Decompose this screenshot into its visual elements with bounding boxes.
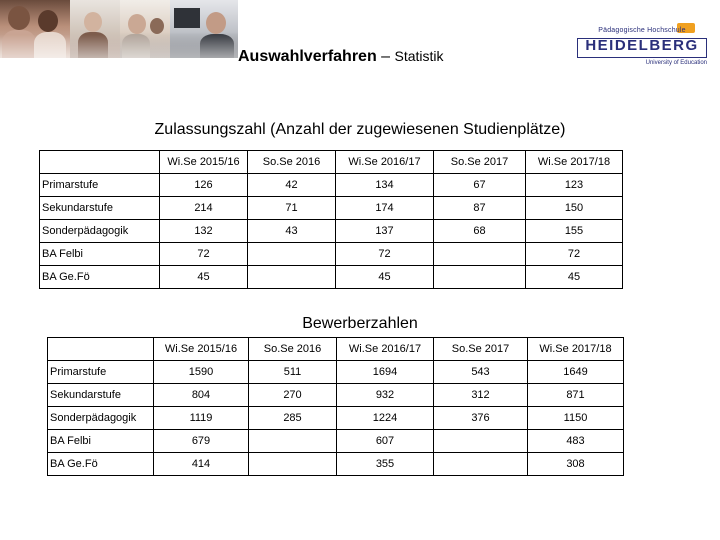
section-title-applicants: Bewerberzahlen bbox=[302, 315, 418, 332]
table-cell: 312 bbox=[434, 384, 528, 407]
page-title bbox=[238, 48, 444, 66]
column-header: Wi.Se 2016/17 bbox=[336, 151, 434, 174]
table-cell bbox=[249, 430, 337, 453]
table-cell: 72 bbox=[160, 243, 248, 266]
column-header: So.Se 2017 bbox=[434, 151, 526, 174]
table-row bbox=[40, 174, 623, 197]
table-row bbox=[48, 384, 624, 407]
column-header: So.Se 2016 bbox=[248, 151, 336, 174]
table-row bbox=[48, 430, 624, 453]
row-label: Sekundarstufe bbox=[40, 197, 160, 220]
table-cell: 483 bbox=[528, 430, 624, 453]
column-header: So.Se 2016 bbox=[249, 338, 337, 361]
column-header: Wi.Se 2017/18 bbox=[528, 338, 624, 361]
table-cell: 43 bbox=[248, 220, 336, 243]
table-cell: 285 bbox=[249, 407, 337, 430]
table-cell: 67 bbox=[434, 174, 526, 197]
column-header: Wi.Se 2015/16 bbox=[154, 338, 249, 361]
logo-top-text: Pädagogische Hochschule bbox=[598, 27, 686, 34]
admissions-table bbox=[39, 150, 623, 289]
table-cell: 45 bbox=[336, 266, 434, 289]
row-label: Sekundarstufe bbox=[48, 384, 154, 407]
applicants-table bbox=[47, 337, 624, 476]
table-cell: 132 bbox=[160, 220, 248, 243]
page-title-separator: – bbox=[376, 48, 395, 65]
row-label: Primarstufe bbox=[48, 361, 154, 384]
table-cell bbox=[434, 453, 528, 476]
section-title-admissions: Zulassungszahl (Anzahl der zugewiesenen Studienplätze) bbox=[154, 121, 566, 138]
table-cell bbox=[248, 243, 336, 266]
table-cell: 1150 bbox=[528, 407, 624, 430]
table-cell: 42 bbox=[248, 174, 336, 197]
table-cell: 871 bbox=[528, 384, 624, 407]
table-cell: 150 bbox=[526, 197, 623, 220]
table-cell: 72 bbox=[336, 243, 434, 266]
row-label: BA Felbi bbox=[48, 430, 154, 453]
table-row bbox=[40, 243, 623, 266]
page-title-rest: Statistik bbox=[394, 48, 444, 64]
table-cell: 123 bbox=[526, 174, 623, 197]
table-cell: 804 bbox=[154, 384, 249, 407]
column-header: Wi.Se 2015/16 bbox=[160, 151, 248, 174]
table-cell: 308 bbox=[528, 453, 624, 476]
table-cell: 1224 bbox=[337, 407, 434, 430]
table-cell: 376 bbox=[434, 407, 528, 430]
table-cell: 270 bbox=[249, 384, 337, 407]
table-cell: 134 bbox=[336, 174, 434, 197]
table-cell: 543 bbox=[434, 361, 528, 384]
table-row bbox=[40, 197, 623, 220]
table-cell bbox=[248, 266, 336, 289]
table-cell: 607 bbox=[337, 430, 434, 453]
table-corner-cell bbox=[40, 151, 160, 174]
row-label: BA Ge.Fö bbox=[48, 453, 154, 476]
row-label: Sonderpädagogik bbox=[48, 407, 154, 430]
table-cell bbox=[249, 453, 337, 476]
row-label: BA Felbi bbox=[40, 243, 160, 266]
table-row bbox=[48, 453, 624, 476]
table-cell: 137 bbox=[336, 220, 434, 243]
table-row bbox=[40, 220, 623, 243]
logo-subtitle: University of Education bbox=[645, 60, 707, 66]
table-cell: 511 bbox=[249, 361, 337, 384]
table-cell bbox=[434, 266, 526, 289]
table-cell: 1119 bbox=[154, 407, 249, 430]
table-row bbox=[48, 407, 624, 430]
row-label: Primarstufe bbox=[40, 174, 160, 197]
page-title-bold: Auswahlverfahren bbox=[238, 48, 377, 65]
table-row bbox=[48, 361, 624, 384]
table-header-row bbox=[48, 338, 624, 361]
table-cell: 71 bbox=[248, 197, 336, 220]
table-corner-cell bbox=[48, 338, 154, 361]
table-cell: 72 bbox=[526, 243, 623, 266]
column-header: Wi.Se 2016/17 bbox=[337, 338, 434, 361]
row-label: Sonderpädagogik bbox=[40, 220, 160, 243]
table-cell: 87 bbox=[434, 197, 526, 220]
table-cell: 1590 bbox=[154, 361, 249, 384]
header-photo-strip bbox=[0, 0, 238, 58]
table-cell bbox=[434, 243, 526, 266]
column-header: Wi.Se 2017/18 bbox=[526, 151, 623, 174]
table-cell: 679 bbox=[154, 430, 249, 453]
table-cell: 414 bbox=[154, 453, 249, 476]
table-cell bbox=[434, 430, 528, 453]
table-cell: 126 bbox=[160, 174, 248, 197]
table-cell: 174 bbox=[336, 197, 434, 220]
table-cell: 1694 bbox=[337, 361, 434, 384]
table-cell: 45 bbox=[160, 266, 248, 289]
table-row bbox=[40, 266, 623, 289]
row-label: BA Ge.Fö bbox=[40, 266, 160, 289]
table-header-row bbox=[40, 151, 623, 174]
logo-wordmark: HEIDELBERG bbox=[585, 37, 699, 54]
university-logo bbox=[577, 22, 707, 72]
table-cell: 45 bbox=[526, 266, 623, 289]
table-cell: 155 bbox=[526, 220, 623, 243]
table-cell: 214 bbox=[160, 197, 248, 220]
table-cell: 68 bbox=[434, 220, 526, 243]
table-cell: 932 bbox=[337, 384, 434, 407]
table-cell: 355 bbox=[337, 453, 434, 476]
table-cell: 1649 bbox=[528, 361, 624, 384]
column-header: So.Se 2017 bbox=[434, 338, 528, 361]
